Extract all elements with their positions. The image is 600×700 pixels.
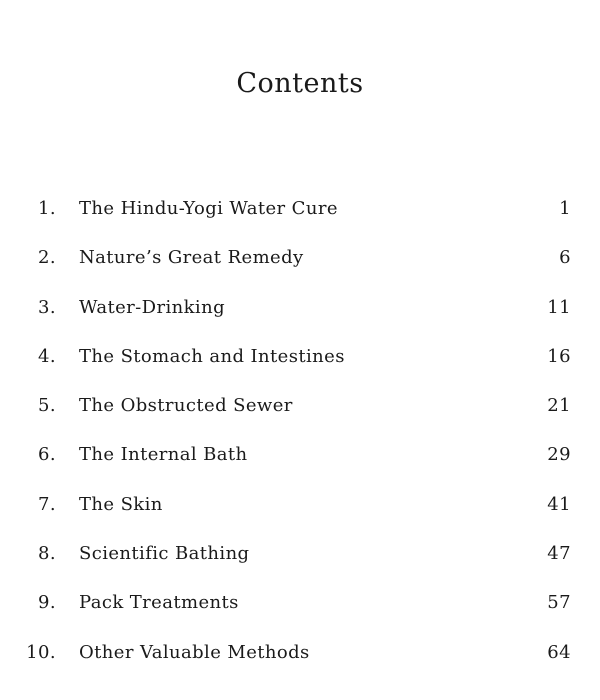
- toc-entry: [0, 494, 600, 543]
- table-of-contents: [0, 198, 600, 691]
- toc-entry: [0, 592, 600, 641]
- chapter-number: 4.: [38, 345, 56, 367]
- chapter-title: Pack Treatments: [79, 592, 239, 614]
- chapter-number: 2.: [38, 247, 56, 269]
- page-number: 47: [547, 543, 571, 565]
- chapter-number: 1.: [38, 198, 56, 219]
- page-number: 11: [547, 296, 571, 318]
- chapter-number: 9.: [38, 592, 56, 614]
- page-number: 16: [547, 345, 571, 367]
- toc-entry: [0, 297, 600, 346]
- toc-entry: [0, 198, 600, 247]
- toc-entry: [0, 247, 600, 296]
- page-number: 64: [547, 641, 571, 663]
- chapter-number: 5.: [38, 395, 56, 417]
- toc-entry: [0, 642, 600, 691]
- chapter-title: Nature’s Great Remedy: [79, 247, 304, 269]
- page-number: 29: [547, 444, 571, 466]
- chapter-title: The Obstructed Sewer: [79, 395, 293, 417]
- chapter-number: 7.: [38, 493, 56, 515]
- page-number: 6: [559, 247, 571, 269]
- page-title: Contents: [236, 68, 364, 99]
- toc-entry: [0, 543, 600, 592]
- chapter-number: 6.: [38, 444, 56, 466]
- chapter-number: 3.: [38, 296, 56, 318]
- chapter-title: The Internal Bath: [79, 444, 248, 466]
- chapter-title: Other Valuable Methods: [79, 641, 310, 663]
- page-number: 1: [559, 198, 571, 219]
- page-number: 41: [547, 493, 571, 515]
- chapter-number: 10.: [26, 641, 56, 663]
- toc-entry: [0, 444, 600, 493]
- page-number: 21: [547, 395, 571, 417]
- chapter-title: The Hindu-Yogi Water Cure: [79, 198, 338, 219]
- chapter-title: The Stomach and Intestines: [79, 345, 345, 367]
- chapter-title: Water-Drinking: [79, 296, 226, 318]
- toc-entry: [0, 346, 600, 395]
- page-number: 57: [547, 592, 571, 614]
- chapter-number: 8.: [38, 543, 56, 565]
- toc-entry: [0, 395, 600, 444]
- chapter-title: The Skin: [79, 493, 163, 515]
- chapter-title: Scientific Bathing: [79, 543, 250, 565]
